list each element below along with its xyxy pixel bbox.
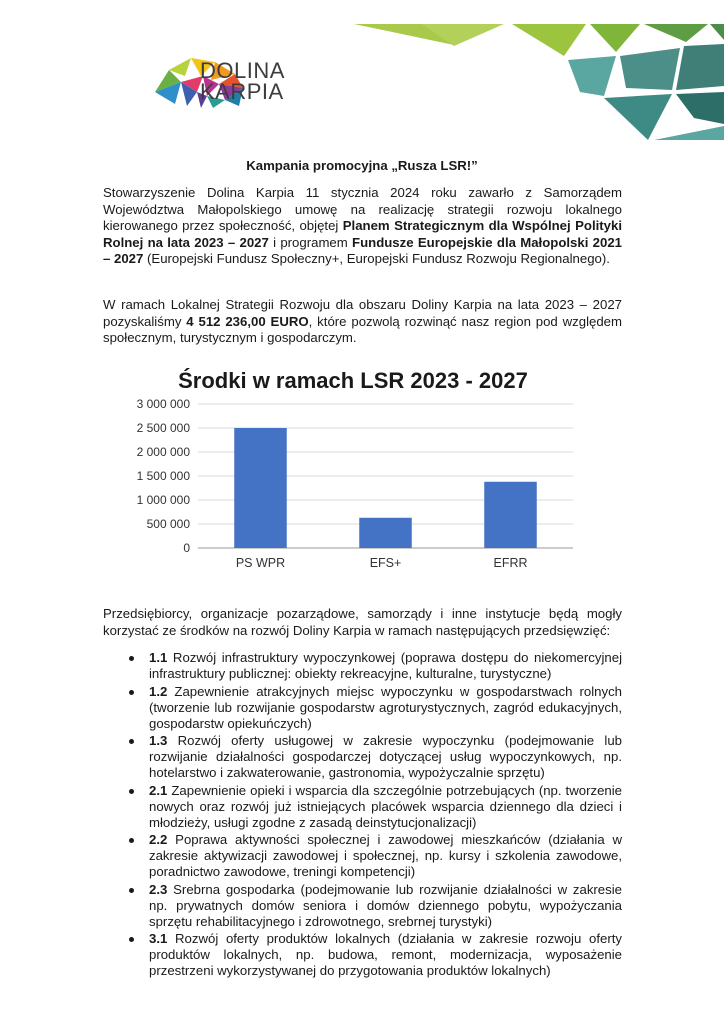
list-item-code: 3.1 (149, 931, 168, 946)
list-item-text: Poprawa aktywności społecznej i zawodowej mieszkańców (działania w zakresie aktywizacji zawodowej i społecznej, np. kursy i szkolenia zawodowe, poradnictwo zawodowe, treningi kompetencji) (149, 832, 622, 879)
chart-y-tick-label: 2 000 000 (136, 445, 190, 459)
intro-text-1: Stowarzyszenie Dolina Karpia 11 stycznia 2024 roku zawarło z Samorządem Województwa Małopolskiego umowę na realizację strategii rozwoju lokalnego kierowanego przez społeczność, objętej (103, 185, 622, 233)
list-item-code: 2.2 (149, 832, 168, 847)
list-item-code: 1.2 (149, 683, 168, 699)
list-item (103, 650, 622, 682)
chart-title: Środki w ramach LSR 2023 - 2027 (178, 368, 528, 393)
chart-y-axis (137, 397, 191, 555)
chart-y-tick-label: 1 000 000 (136, 493, 190, 507)
chart-x-axis (236, 556, 528, 570)
list-item (103, 931, 622, 979)
chart-bars (234, 428, 537, 548)
page-title: Kampania promocyjna „Rusza LSR!” (246, 158, 478, 173)
intro-bold-1: Planem Strategicznym dla Wspólnej Polityki Rolnej na lata 2023 – 2027 (103, 218, 622, 250)
funding-text-2: , które pozwolą rozwinąć nasz region pod względem społecznym, turystycznym i gospodarczym. (103, 313, 623, 345)
chart-y-tick-label: 3 000 000 (136, 397, 190, 411)
list-item (103, 783, 622, 831)
logo-line-1: DOLINA (200, 58, 285, 83)
corner-mosaic-decoration (354, 0, 724, 140)
funding-bar-chart (103, 360, 623, 580)
list-item (103, 733, 622, 781)
list-item (103, 832, 622, 880)
list-item-text: Srebrna gospodarka (podejmowanie lub rozwijanie działalności w zakresie np. prywatnych domów seniora i domów dziennego pobytu, wypożyczania sprzętu rehabilitacyjnego i zdrowotnego, srebrnej turystyki) (149, 881, 622, 929)
chart-x-tick-label: EFRR (493, 556, 528, 570)
body-intro-paragraph: Przedsiębiorcy, organizacje pozarządowe, samorządy i inne instytucje będą mogły korzystać ze środków na rozwój Doliny Karpia w ramach następujących przedsięwzięć: (103, 606, 622, 638)
intro-bold-2: Fundusze Europejskie dla Małopolski 2021 – 2027 (103, 234, 622, 266)
list-item (103, 684, 622, 732)
chart-x-tick-label: EFS+ (369, 556, 402, 570)
chart-x-tick-label: PS WPR (235, 556, 286, 570)
list-item-text: Zapewnienie opieki i wsparcia dla szczególnie potrzebujących (np. tworzenie nowych oraz rozwój już istniejących placówek wsparcia dziennego dla dzieci i młodzieży, usługi zgodne z zasadą deinstytucjonalizacji) (149, 782, 622, 830)
funding-paragraph (103, 297, 622, 347)
measures-list (103, 650, 622, 981)
chart-bar (234, 428, 287, 548)
chart-bar (484, 482, 537, 548)
intro-text-3: (Europejski Fundusz Społeczny+, Europejski Fundusz Rozwoju Regionalnego). (143, 251, 610, 266)
chart-y-tick-label: 0 (183, 541, 190, 555)
funding-amount: 4 512 236,00 EURO (186, 313, 309, 329)
chart-bar (359, 518, 412, 548)
list-item (103, 882, 622, 930)
list-item-code: 2.1 (149, 782, 168, 798)
intro-text-2: i programem (268, 234, 353, 250)
list-item-text: Rozwój oferty usługowej w zakresie wypoczynku (podejmowanie lub rozwijanie działalności gospodarczej dotyczącej usług wypoczynkowych, np. hotelarstwo i zakwaterowanie, gastronomia, wypożyczalnie sprzętu) (149, 733, 622, 780)
funding-text-1: W ramach Lokalnej Strategii Rozwoju dla obszaru Doliny Karpia na lata 2023 – 2027 pozyskaliśmy (103, 297, 622, 329)
chart-y-tick-label: 2 500 000 (136, 421, 190, 435)
list-item-code: 1.1 (149, 650, 168, 665)
list-item-code: 1.3 (149, 733, 168, 748)
chart-y-tick-label: 500 000 (146, 517, 190, 531)
list-item-text: Rozwój infrastruktury wypoczynkowej (poprawa dostępu do niekomercyjnej infrastruktury publicznej: obiekty rekreacyjne, kulturalne, turystyczne) (149, 650, 622, 681)
intro-paragraph (103, 185, 622, 268)
list-item-text: Rozwój oferty produktów lokalnych (działania w zakresie rozwoju oferty produktów lokalnych, np. budowa, remont, modernizacja, wyposażenie przestrzeni wykorzystywanej do przygotowania produktów lokalnych) (149, 931, 622, 978)
logo-wordmark (200, 60, 285, 102)
list-item-text: Zapewnienie atrakcyjnych miejsc wypoczynku w gospodarstwach rolnych (tworzenie lub rozwijanie gospodarstw agroturystycznych, zagród edukacyjnych, gospodarstw opiekuńczych) (149, 683, 622, 731)
logo-line-2: KARPIA (200, 79, 284, 104)
chart-y-tick-label: 1 500 000 (136, 469, 190, 483)
list-item-code: 2.3 (149, 881, 168, 897)
